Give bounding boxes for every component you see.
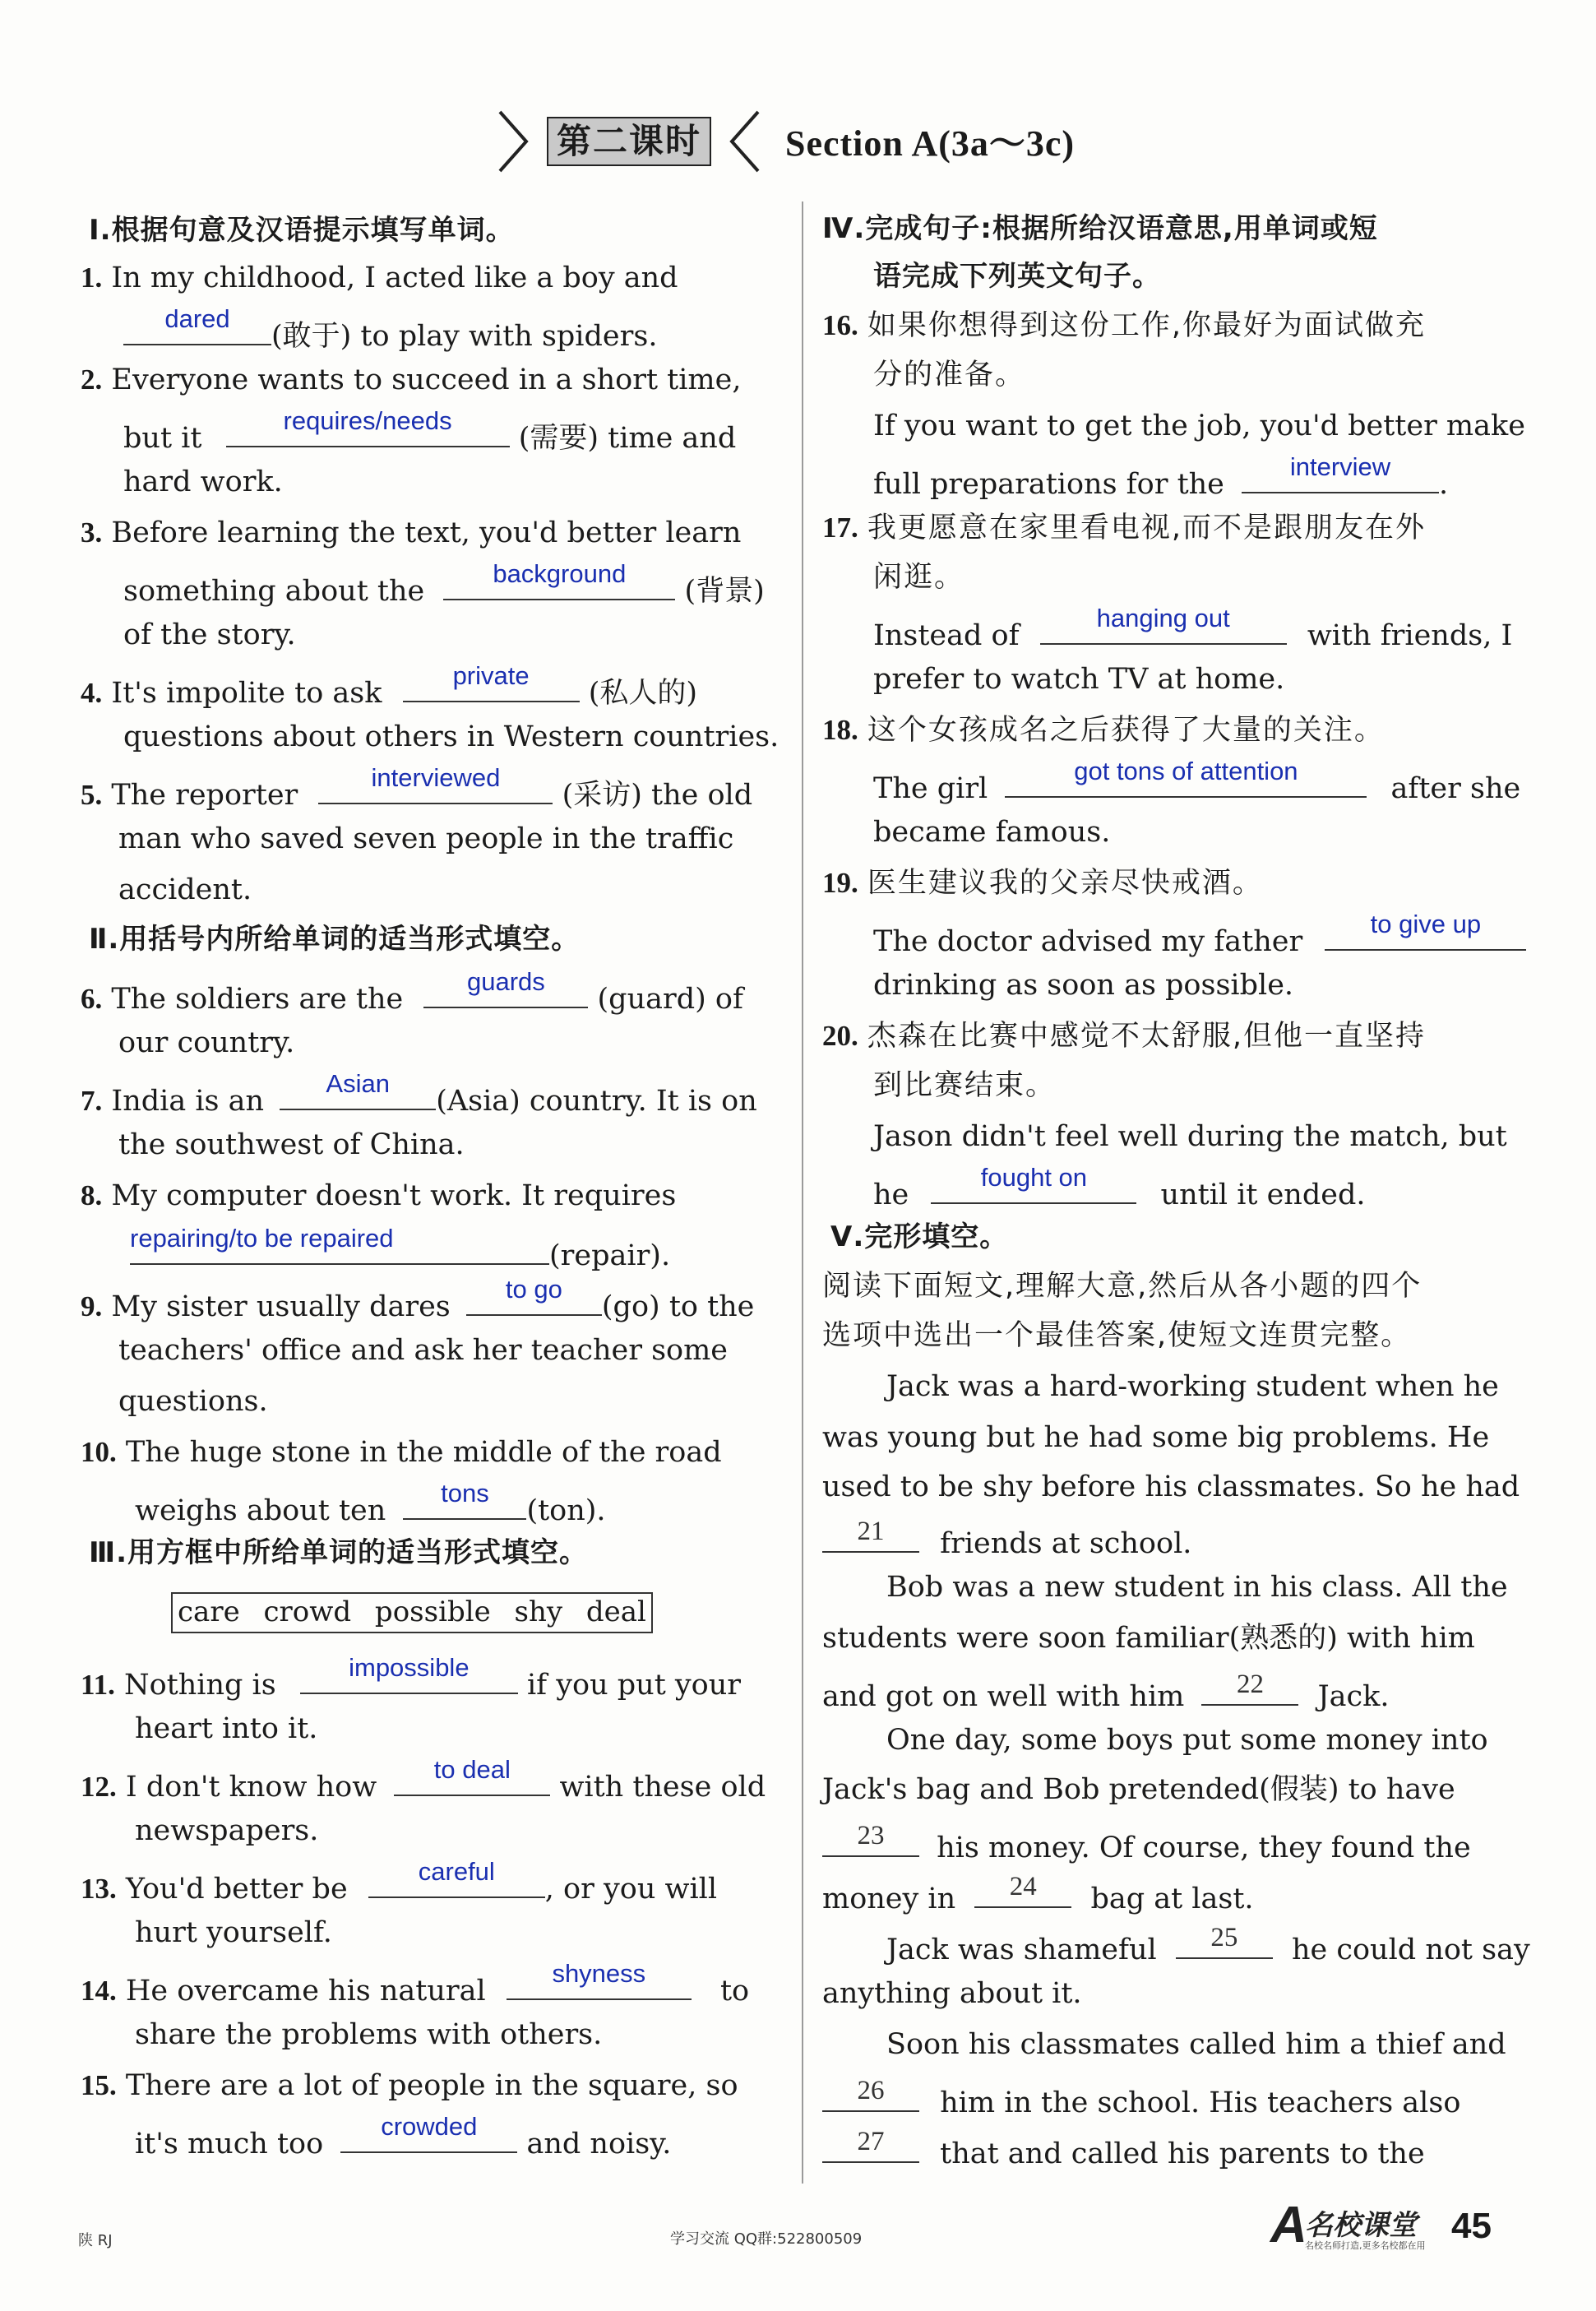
q15-line1 (81, 2068, 738, 2104)
q16-text-b: . (1439, 468, 1449, 501)
logo-subtitle: 名校名师打造,更多名校都在用 (1305, 2240, 1426, 2251)
passage-p2-end: Jack. (1317, 1680, 1390, 1713)
q17-answer-blank[interactable] (1040, 604, 1287, 645)
q8-line2 (130, 1224, 671, 1274)
q4-answer-blank[interactable] (403, 661, 580, 702)
q18-answer: got tons of attention (1074, 757, 1298, 785)
q18-text-pre: The girl (873, 772, 988, 805)
q2-line2 (123, 406, 737, 456)
passage-p1-line4 (822, 1518, 1191, 1562)
q18-answer-blank[interactable] (1005, 757, 1367, 798)
q12-line2: newspapers. (135, 1814, 319, 1847)
q3-number: 3. (81, 516, 103, 549)
q7-line2: the southwest of China. (118, 1128, 465, 1161)
passage-p4-pre: Jack was shameful (886, 1934, 1157, 1966)
part4-title-line2: 语完成下列英文句子。 (873, 260, 1161, 293)
q16-line1: If you want to get the job, you'd better make (873, 410, 1525, 442)
q15-text-b: and noisy. (526, 2128, 672, 2160)
q16-answer-blank[interactable] (1242, 452, 1439, 493)
part5-intro-line2: 选项中选出一个最佳答案,使短文连贯完整。 (822, 1319, 1412, 1352)
q17-number: 17. (822, 512, 858, 544)
q2-text-b: (需要) time and (518, 422, 737, 455)
lesson-label: 第二课时 (547, 117, 711, 166)
logo-a-icon: A (1270, 2197, 1307, 2253)
q7-line1 (81, 1069, 757, 1119)
q15-answer-blank[interactable] (340, 2112, 517, 2153)
q15-number: 15. (81, 2069, 117, 2101)
q16-text-pre: full preparations for the (873, 468, 1224, 501)
passage-p4-text: he could not say (1292, 1934, 1530, 1966)
q15-answer: crowded (381, 2112, 478, 2141)
q19-cn1: 医生建议我的父亲尽快戒酒。 (867, 867, 1263, 900)
q7-text-b: (Asia) country. It is on (436, 1085, 757, 1118)
q12-text-b: with these old (559, 1771, 766, 1804)
passage-p2-line1: Bob was a new student in his class. All the (886, 1571, 1508, 1604)
passage-p5-end: that and called his parents to the (940, 2137, 1425, 2170)
gap-27-number: 27 (857, 2127, 885, 2156)
q1-answer: dared (164, 304, 230, 333)
q4-text-pre: It's impolite to ask (111, 677, 382, 710)
q15-line2 (135, 2112, 672, 2162)
q6-answer: guards (466, 967, 545, 996)
q8-answer: repairing/to be repaired (130, 1224, 394, 1253)
q6-answer-blank[interactable] (423, 967, 588, 1008)
part3-title: Ⅲ.用方框中所给单词的适当形式填空。 (89, 1536, 589, 1569)
q16-line2 (873, 452, 1449, 502)
q8-line1 (81, 1178, 676, 1214)
passage-p4-line2: anything about it. (822, 1977, 1082, 2010)
part2-title: Ⅱ.用括号内所给单词的适当形式填空。 (89, 923, 581, 956)
part1-title: Ⅰ.根据句意及汉语提示填写单词。 (89, 214, 515, 247)
q13-text-pre: You'd better be (125, 1873, 348, 1906)
q11-text-b: if you put your (526, 1669, 742, 1702)
q20-cn-line1 (822, 1018, 1426, 1054)
q3-answer-blank[interactable] (443, 559, 675, 600)
q20-line2 (873, 1163, 1366, 1213)
q13-line1 (81, 1857, 718, 1907)
gap-22-number: 22 (1236, 1670, 1264, 1699)
q3-text-pre: something about the (123, 575, 425, 608)
q2-answer-blank[interactable] (226, 406, 510, 447)
q18-number: 18. (822, 714, 858, 746)
passage-p4-line1 (886, 1924, 1530, 1968)
q14-answer: shyness (552, 1959, 646, 1988)
q16-cn-line1 (822, 308, 1426, 344)
q11-answer-blank[interactable] (300, 1653, 518, 1694)
q17-text-b: with friends, I (1307, 619, 1513, 652)
q7-number: 7. (81, 1085, 103, 1117)
q11-line2: heart into it. (135, 1712, 318, 1745)
q20-text-b: until it ended. (1160, 1179, 1366, 1211)
gap-24-number: 24 (1009, 1872, 1037, 1901)
q9-line3: questions. (118, 1385, 268, 1418)
gap-25[interactable] (1176, 1924, 1273, 1959)
q17-cn1: 我更愿意在家里看电视,而不是跟朋友在外 (867, 512, 1427, 544)
q1-text-a: In my childhood, I acted like a boy and (111, 262, 678, 294)
gap-22[interactable] (1201, 1671, 1298, 1706)
q14-answer-blank[interactable] (507, 1959, 692, 2000)
q19-line2: drinking as soon as possible. (873, 969, 1294, 1002)
passage-p3-end: bag at last. (1090, 1883, 1254, 1915)
q16-answer: interview (1289, 452, 1391, 481)
q12-answer-blank[interactable] (394, 1755, 550, 1796)
q16-cn1: 如果你想得到这份工作,你最好为面试做充 (867, 309, 1427, 342)
passage-p2-line3 (822, 1671, 1389, 1715)
passage-p3-line3 (822, 1822, 1471, 1866)
q4-line2: questions about others in Western countries. (123, 720, 779, 753)
q17-cn-line1 (822, 510, 1426, 546)
gap-23[interactable] (822, 1822, 919, 1857)
q9-answer: to go (505, 1275, 562, 1304)
passage-p2-line2: students were soon familiar(熟悉的) with him (822, 1622, 1475, 1655)
q6-line2: our country. (118, 1026, 295, 1059)
q18-cn1: 这个女孩成名之后获得了大量的关注。 (867, 714, 1385, 747)
q17-cn-line2: 闲逛。 (873, 561, 965, 594)
section-title: Section A(3a～3c) (785, 123, 1076, 164)
q19-cn-line1 (822, 865, 1263, 901)
q18-line2: became famous. (873, 816, 1111, 849)
gap-25-number: 25 (1210, 1923, 1238, 1952)
q15-text-a: There are a lot of people in the square, so (125, 2069, 738, 2102)
page-number: 45 (1451, 2206, 1492, 2246)
q17-answer: hanging out (1096, 604, 1230, 632)
q13-answer-blank[interactable] (368, 1857, 545, 1898)
q7-text-pre: India is an (111, 1085, 265, 1118)
q17-line1 (873, 604, 1513, 654)
q10-text-b: (ton). (526, 1494, 606, 1527)
q5-line2: man who saved seven people in the traffic (118, 822, 734, 855)
q13-text-b: , or you will (544, 1873, 718, 1906)
q3-text-a: Before learning the text, you'd better learn (111, 516, 742, 549)
q19-text-pre: The doctor advised my father (873, 925, 1303, 958)
passage-p5-line1: Soon his classmates called him a thief and (886, 2028, 1506, 2061)
q20-text-pre: he (873, 1179, 909, 1211)
q1-line2 (123, 304, 658, 354)
passage-p3-line1: One day, some boys put some money into (886, 1724, 1488, 1757)
passage-p2-text: and got on well with him (822, 1680, 1185, 1713)
q3-text-b: (背景) (684, 575, 765, 608)
logo-title: 名校课堂 (1305, 2209, 1417, 2242)
passage-p1-line3: used to be shy before his classmates. So he had (822, 1470, 1520, 1503)
q1-text-b: (敢于) to play with spiders. (271, 320, 658, 353)
q10-answer: tons (441, 1479, 489, 1507)
q13-line2: hurt yourself. (135, 1916, 332, 1949)
q18-line1 (873, 757, 1521, 807)
q6-number: 6. (81, 983, 103, 1015)
q13-answer: careful (418, 1857, 495, 1886)
q2-line1 (81, 362, 741, 398)
passage-p1-line1: Jack was a hard-working student when he (886, 1370, 1499, 1403)
q18-cn-line1 (822, 712, 1385, 748)
q9-line1 (81, 1275, 755, 1325)
q1-line1 (81, 260, 678, 296)
passage-p3-line4 (822, 1873, 1254, 1917)
q20-number: 20. (822, 1020, 858, 1052)
q5-line1 (81, 763, 753, 813)
q10-number: 10. (81, 1436, 117, 1468)
footer-qq-group: 学习交流 QQ群:522800509 (670, 2230, 863, 2248)
q16-number: 16. (822, 309, 858, 341)
q5-number: 5. (81, 779, 103, 811)
q14-text-pre: He overcame his natural (125, 1975, 486, 2008)
q19-line1 (873, 910, 1526, 960)
q8-answer-blank[interactable] (130, 1224, 549, 1265)
q3-line1 (81, 515, 741, 551)
q5-answer-blank[interactable] (318, 763, 553, 804)
q5-text-pre: The reporter (111, 779, 298, 812)
q11-text-pre: Nothing is (123, 1669, 276, 1702)
q12-line1 (81, 1755, 766, 1805)
q9-text-pre: My sister usually dares (111, 1290, 451, 1323)
q9-answer-blank[interactable] (466, 1275, 602, 1316)
word-box: care crowd possible shy deal (171, 1592, 653, 1633)
q20-line1: Jason didn't feel well during the match, but (873, 1120, 1507, 1153)
page-header (0, 97, 1596, 188)
q5-line3: accident. (118, 873, 252, 906)
gap-23-number: 23 (857, 1821, 885, 1850)
q12-text-pre: I don't know how (125, 1771, 377, 1804)
gap-21[interactable] (822, 1518, 919, 1553)
q10-line2 (135, 1479, 606, 1529)
passage-p1-end: friends at school. (940, 1527, 1192, 1560)
q11-line1 (81, 1653, 742, 1703)
q10-text-a: The huge stone in the middle of the road (125, 1436, 722, 1469)
q2-number: 2. (81, 364, 103, 396)
q17-text-pre: Instead of (873, 619, 1020, 652)
passage-p3-pre: money in (822, 1883, 956, 1915)
q11-answer: impossible (349, 1653, 470, 1682)
q6-line1 (81, 967, 743, 1017)
lesson-badge (493, 105, 765, 178)
q14-line2: share the problems with others. (135, 2018, 603, 2051)
part5-intro-line1: 阅读下面短文,理解大意,然后从各小题的四个 (822, 1270, 1423, 1303)
q6-text-b: (guard) of (597, 983, 743, 1016)
passage-p5-text: him in the school. His teachers also (940, 2086, 1461, 2119)
q2-text-pre: but it (123, 422, 202, 455)
q12-number: 12. (81, 1771, 117, 1803)
passage-p3-line2: Jack's bag and Bob pretended(假装) to have (822, 1773, 1455, 1806)
q4-answer: private (452, 661, 530, 690)
passage-p5-line2 (822, 2077, 1460, 2121)
q12-answer: to deal (433, 1755, 511, 1784)
q13-number: 13. (81, 1873, 117, 1905)
q7-answer-blank[interactable] (280, 1069, 436, 1110)
q16-cn-line2: 分的准备。 (873, 359, 1026, 391)
passage-p5-line3 (822, 2128, 1425, 2172)
q3-line3: of the story. (123, 618, 296, 651)
q5-answer: interviewed (371, 763, 501, 792)
q9-text-b: (go) to the (601, 1290, 755, 1323)
q10-line1 (81, 1434, 722, 1470)
part5-title: Ⅴ.完形填空。 (830, 1220, 1009, 1253)
q11-number: 11. (81, 1669, 115, 1701)
q8-text-a: My computer doesn't work. It requires (111, 1179, 677, 1212)
q14-line1 (81, 1959, 750, 2009)
part4-title-line1: Ⅳ.完成句子:根据所给汉语意思,用单词或短 (822, 212, 1378, 245)
q3-line2 (123, 559, 765, 609)
q14-number: 14. (81, 1975, 117, 2007)
q10-answer-blank[interactable] (403, 1479, 526, 1520)
q3-answer: background (493, 559, 627, 588)
q15-text-pre: it's much too (135, 2128, 324, 2160)
q18-text-b: after she (1390, 772, 1521, 805)
q4-text-b: (私人的) (588, 677, 698, 710)
q9-line2: teachers' office and ask her teacher some (118, 1334, 729, 1367)
q19-number: 19. (822, 867, 858, 899)
q7-answer: Asian (326, 1069, 390, 1098)
q1-number: 1. (81, 262, 103, 294)
q20-answer-blank[interactable] (931, 1163, 1136, 1204)
q1-answer-blank[interactable] (123, 304, 271, 345)
q9-number: 9. (81, 1290, 103, 1322)
gap-26[interactable] (822, 2077, 919, 2112)
passage-p3-text: his money. Of course, they found the (937, 1832, 1471, 1864)
q20-cn1: 杰森在比赛中感觉不太舒服,但他一直坚持 (867, 1020, 1427, 1053)
q19-answer: to give up (1370, 910, 1482, 938)
gap-24[interactable] (974, 1873, 1071, 1908)
q10-text-pre: weighs about ten (135, 1494, 386, 1527)
q20-cn-line2: 到比赛结束。 (873, 1069, 1057, 1102)
q19-answer-blank[interactable] (1325, 910, 1526, 951)
q8-text-b: (repair). (549, 1239, 671, 1272)
q2-text-a: Everyone wants to succeed in a short time, (111, 364, 742, 396)
gap-27[interactable] (822, 2128, 919, 2163)
q20-answer: fought on (980, 1163, 1088, 1192)
footer-edition: 陕 RJ (78, 2232, 113, 2249)
q14-text-b: to (719, 1975, 750, 2008)
column-divider (802, 201, 803, 2184)
q4-number: 4. (81, 677, 103, 709)
q17-line2: prefer to watch TV at home. (873, 663, 1285, 696)
q6-text-pre: The soldiers are the (111, 983, 404, 1016)
q8-number: 8. (81, 1179, 103, 1211)
gap-21-number: 21 (857, 1517, 885, 1546)
publisher-logo (1270, 2196, 1435, 2253)
gap-26-number: 26 (857, 2076, 885, 2105)
q5-text-b: (采访) the old (562, 779, 753, 812)
q2-answer: requires/needs (283, 406, 452, 435)
q4-line1 (81, 661, 698, 711)
passage-p1-line2: was young but he had some big problems. He (822, 1421, 1490, 1454)
q2-line3: hard work. (123, 465, 283, 498)
